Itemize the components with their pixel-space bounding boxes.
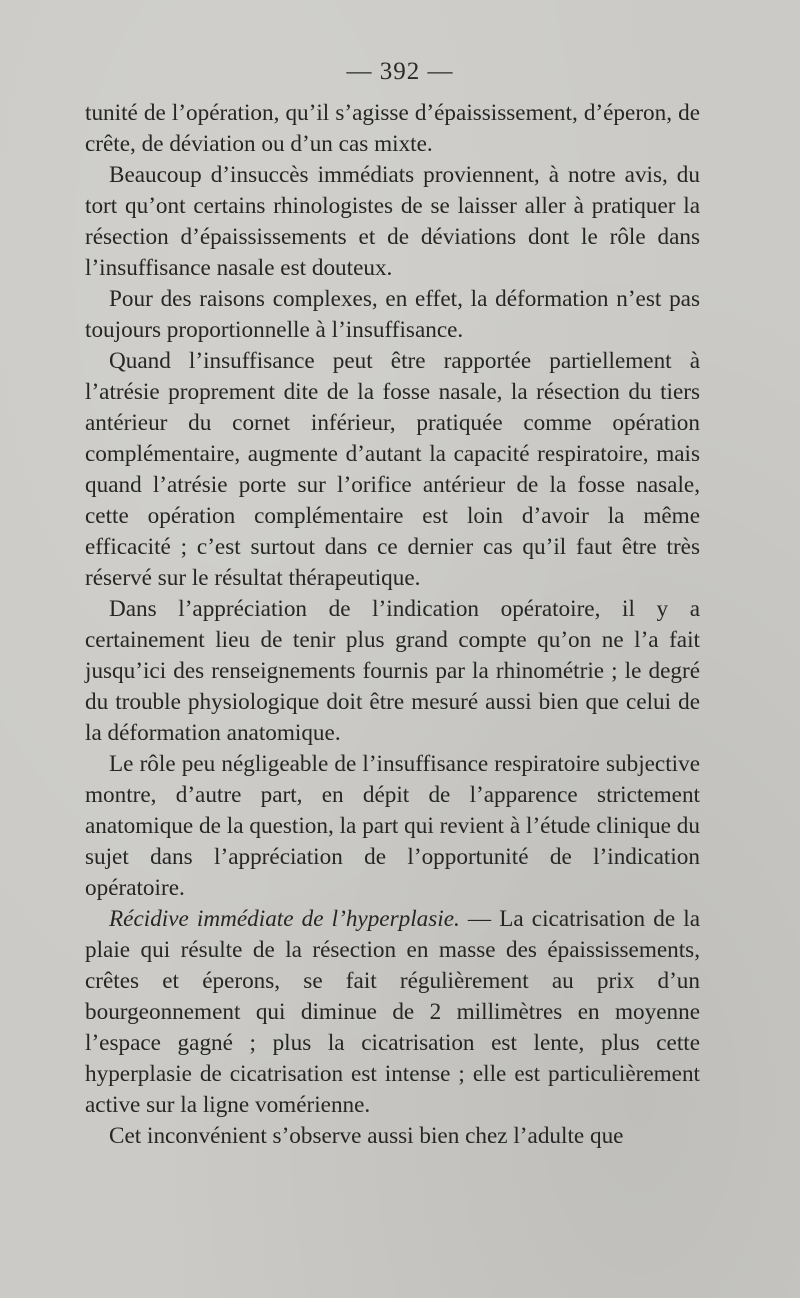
paragraph-with-heading	[85, 904, 700, 1121]
paragraph: Quand l’insuffisance peut être rapportée partiellement à l’atrésie proprement dite de la fosse nasale, la résection du tiers antérieur du cornet inférieur, pratiquée comme opération complémentaire, augmente d’autant la capacité respiratoire, mais quand l’atrésie porte sur l’orifice antérieur de la fosse nasale, cette opération complémentaire est loin d’avoir la même efficacité ; c’est surtout dans ce dernier cas qu’il faut être très réservé sur le résultat thérapeutique.	[85, 348, 700, 591]
paragraph: Beaucoup d’insuccès immédiats proviennent, à notre avis, du tort qu’ont certains rhinologistes de se laisser aller à pratiquer la résection d’épaississements et de déviations dont le rôle dans l’insuffisance nasale est douteux.	[85, 162, 700, 281]
paragraph: Cet inconvénient s’observe aussi bien chez l’adulte que	[109, 1123, 624, 1149]
paragraph-body: — La cicatrisation de la plaie qui résulte de la résection en masse des épaississements, crêtes et éperons, se fait régulièrement au prix d’un bourgeonnement qui diminue de 2 millimètres en moyenne l’espace gagné ; plus la cicatrisation est lente, plus cette hyperplasie de cicatrisation est intense ; elle est particulièrement active sur la ligne vomérienne.	[85, 906, 700, 1118]
paragraph: Dans l’appréciation de l’indication opératoire, il y a certainement lieu de tenir plus grand compte qu’on ne l’a fait jusqu’ici des renseignements fournis par la rhinométrie ; le degré du trouble physiologique doit être mesuré aussi bien que celui de la déformation anatomique.	[85, 596, 700, 746]
section-run-in-heading: Récidive immédiate de l’hyperplasie.	[109, 906, 460, 932]
body-text	[85, 98, 700, 1152]
paragraph-continuation: tunité de l’opération, qu’il s’agisse d’épaississement, d’éperon, de crête, de déviation ou d’un cas mixte.	[85, 100, 700, 157]
paragraph: Le rôle peu négligeable de l’insuffisance respiratoire subjective montre, d’autre part, en dépit de l’apparence strictement anatomique de la question, la part qui revient à l’étude clinique du sujet dans l’appréciation de l’opportunité de l’indication opératoire.	[85, 751, 700, 901]
paragraph: Pour des raisons complexes, en effet, la déformation n’est pas toujours proportionnelle à l’insuffisance.	[85, 286, 700, 343]
page-number: — 392 —	[346, 58, 454, 85]
